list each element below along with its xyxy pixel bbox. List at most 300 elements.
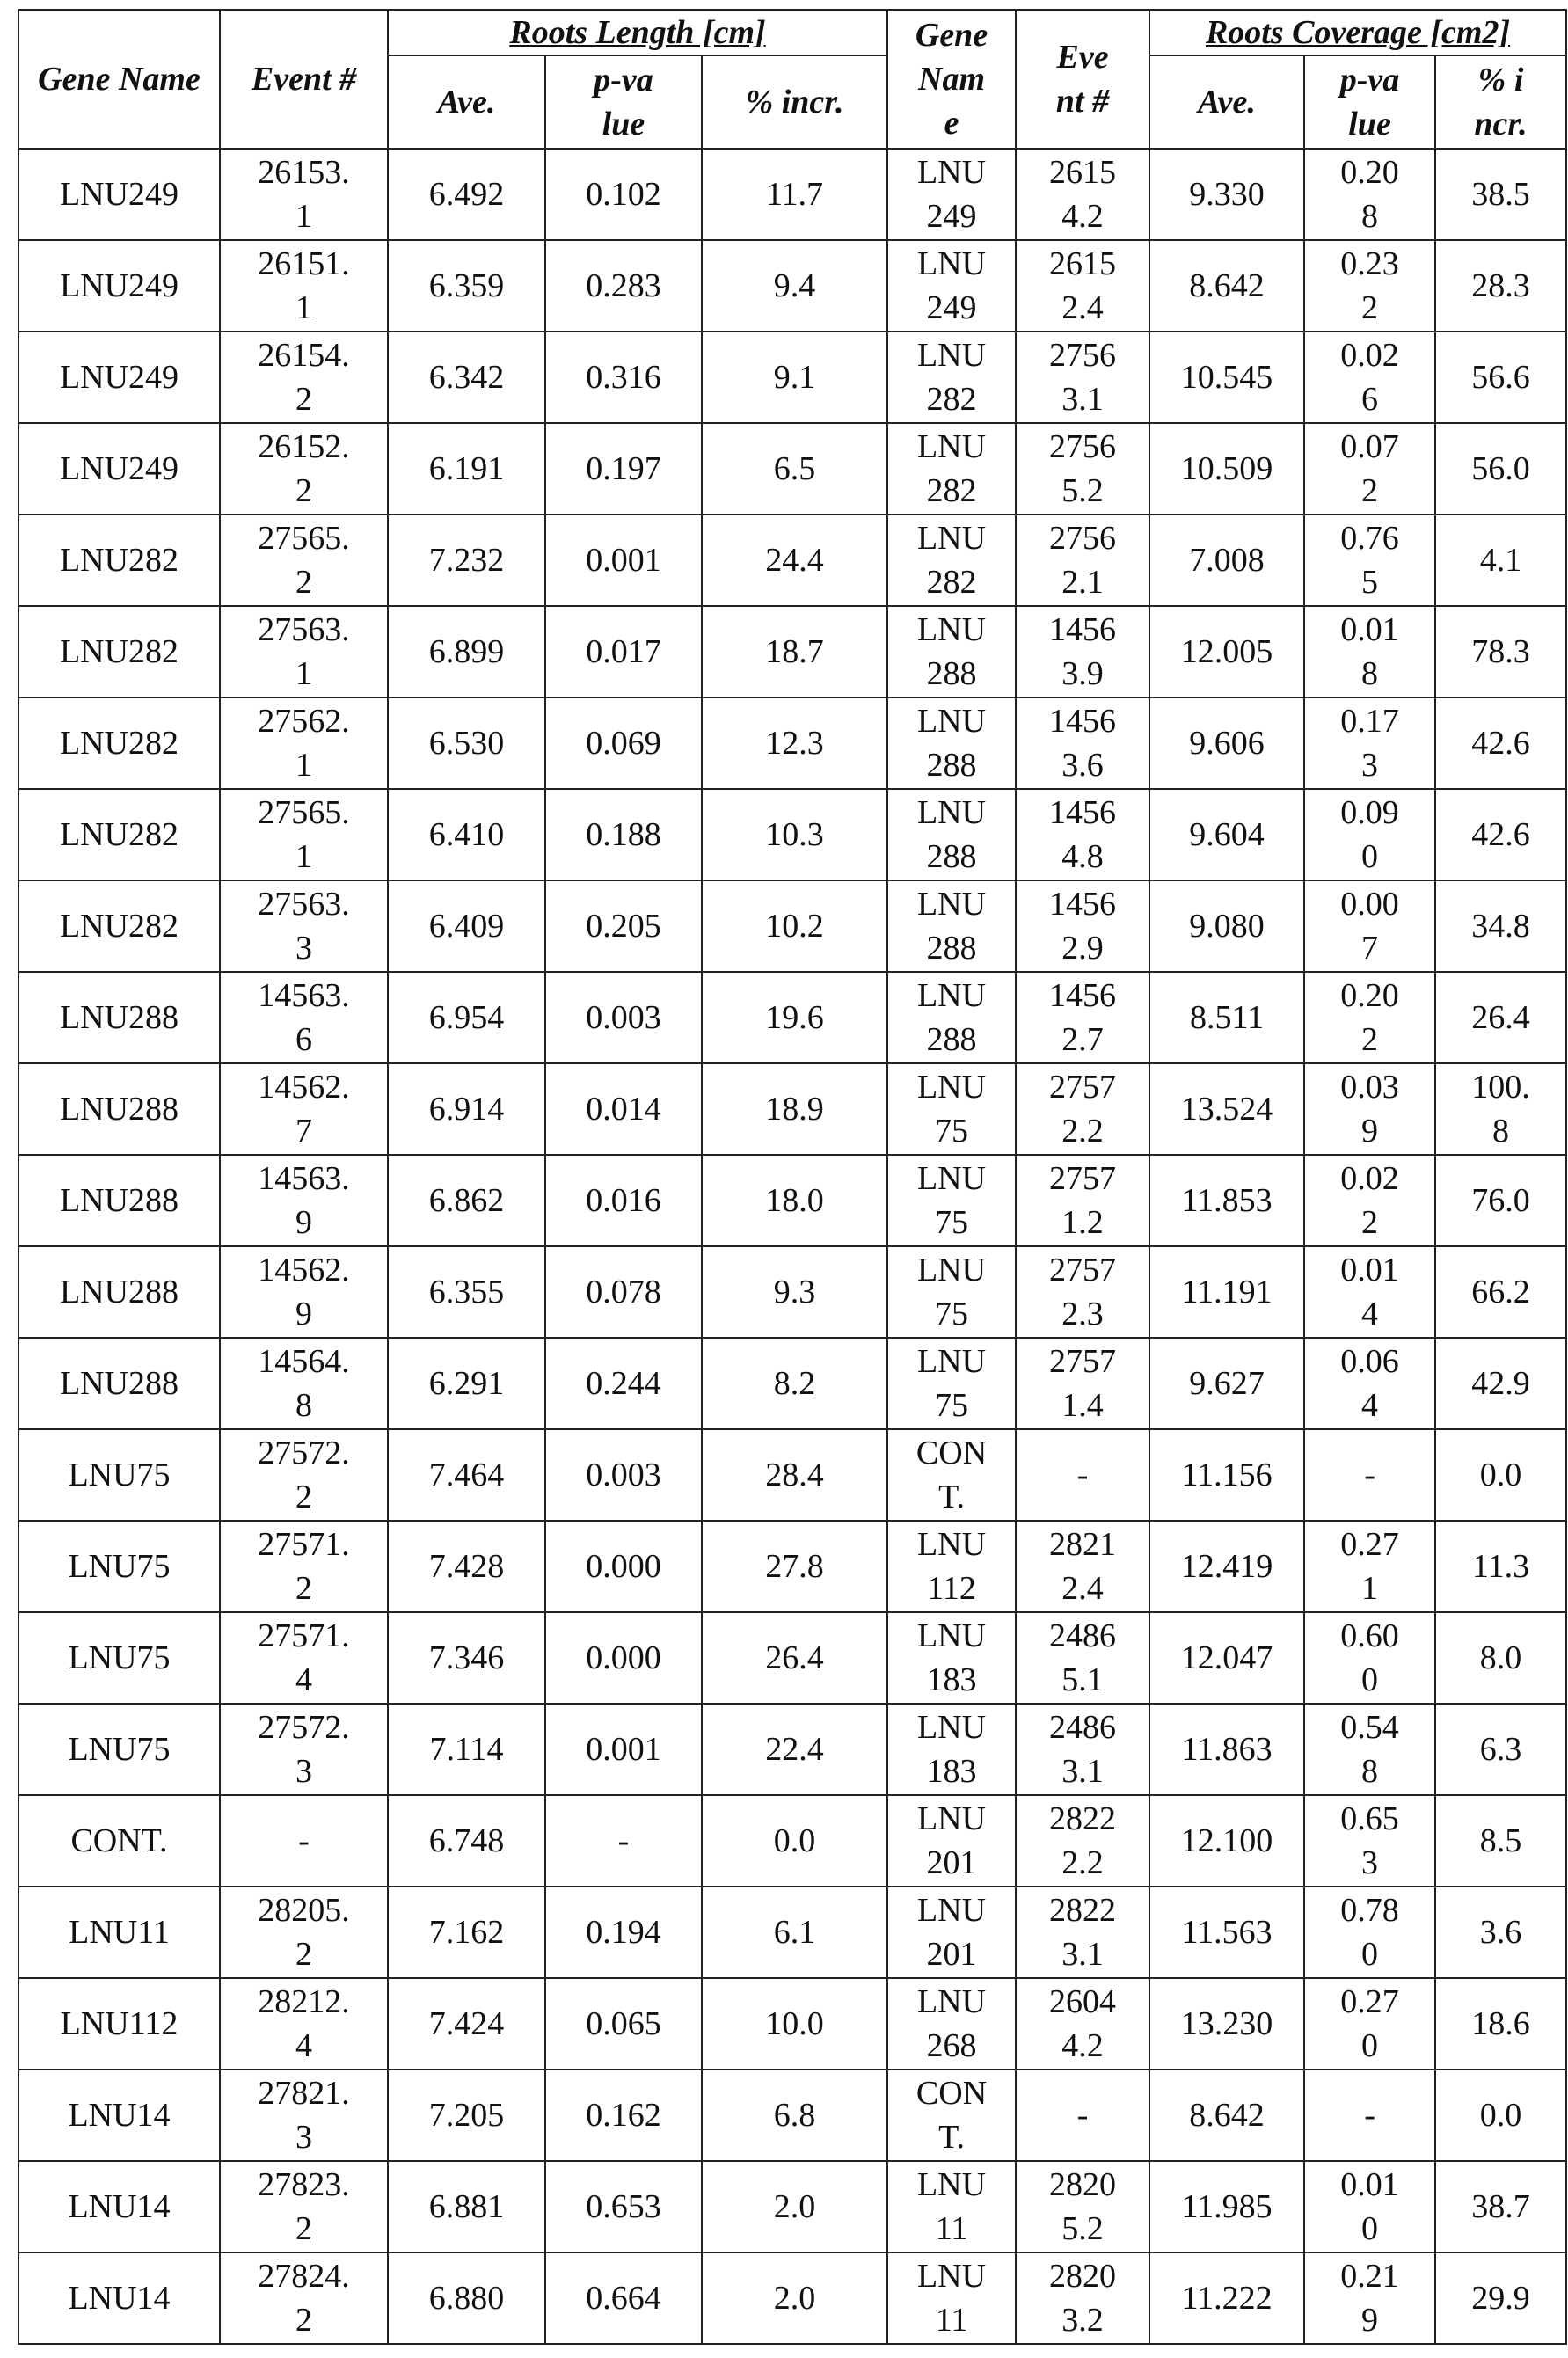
cell-gene-name-2: [887, 149, 1016, 240]
gene-name-2-value: CONT.: [915, 1431, 988, 1519]
cell-coverage-incr: [1435, 1978, 1566, 2070]
length-p-value-value: -: [618, 1819, 630, 1863]
cell-coverage-ave: [1149, 1887, 1304, 1978]
coverage-ave-value: 8.511: [1190, 996, 1264, 1040]
cell-event: [220, 789, 388, 880]
length-ave-value: 7.428: [429, 1544, 505, 1588]
cell-length-incr: [702, 697, 887, 789]
length-p-value-value: 0.065: [586, 2002, 661, 2046]
length-p-value-value: 0.197: [586, 447, 661, 491]
length-incr-value: 6.5: [774, 447, 816, 491]
cell-coverage-ave: [1149, 1612, 1304, 1704]
gene-name-2-value: LNU75: [915, 1157, 988, 1245]
cell-event-2: [1016, 1063, 1149, 1155]
cell-length-p-value: [545, 2252, 702, 2344]
roots-coverage-label: Roots Coverage [cm2]: [1206, 14, 1510, 51]
cell-length-p-value: [545, 1521, 702, 1612]
gene-name-2-value: LNU288: [915, 608, 988, 696]
cell-gene-name: [18, 1429, 220, 1521]
gene-name-value: LNU282: [60, 538, 179, 582]
event-2-value: 27565.2: [1047, 425, 1118, 513]
cell-gene-name-2: [887, 1246, 1016, 1338]
cell-event: [220, 1338, 388, 1429]
event-2-value: 14562.9: [1047, 882, 1118, 970]
cell-event-2: [1016, 1887, 1149, 1978]
length-p-value-value: 0.001: [586, 538, 661, 582]
coverage-p-value-value: 0.765: [1338, 516, 1401, 604]
cell-coverage-incr: [1435, 972, 1566, 1063]
event-value: 27563.3: [254, 882, 354, 970]
table-row: [18, 1612, 1566, 1704]
cell-event-2: [1016, 149, 1149, 240]
table-row: [18, 240, 1566, 332]
cell-length-incr: [702, 1795, 887, 1887]
gene-name-value: LNU14: [68, 2185, 170, 2229]
gene-name-2-value: LNU249: [915, 242, 988, 330]
length-ave-value: 6.359: [429, 264, 505, 308]
gene-name-2-value: LNU112: [915, 1522, 988, 1610]
cell-event: [220, 332, 388, 423]
gene-name-value: LNU282: [60, 813, 179, 857]
cell-event: [220, 697, 388, 789]
cell-coverage-incr: [1435, 1704, 1566, 1795]
event-2-value: 27572.3: [1047, 1248, 1118, 1336]
cell-event-2: [1016, 240, 1149, 332]
cell-gene-name: [18, 972, 220, 1063]
cell-coverage-p-value: [1304, 1612, 1435, 1704]
cell-coverage-p-value: [1304, 515, 1435, 606]
roots-length-label: Roots Length [cm]: [509, 14, 765, 51]
event-2-value: 28222.2: [1047, 1797, 1118, 1885]
coverage-ave-value: 11.191: [1181, 1270, 1272, 1314]
cell-length-p-value: [545, 972, 702, 1063]
coverage-ave-value: 12.005: [1181, 630, 1273, 674]
table-row: [18, 149, 1566, 240]
length-p-value-value: 0.000: [586, 1544, 661, 1588]
coverage-ave-value: 11.853: [1181, 1179, 1272, 1223]
cell-length-ave: [388, 240, 545, 332]
cell-length-incr: [702, 423, 887, 515]
cell-gene-name-2: [887, 880, 1016, 972]
event-value: 27823.2: [254, 2163, 354, 2251]
coverage-incr-value: 38.5: [1471, 172, 1530, 216]
cell-coverage-ave: [1149, 1338, 1304, 1429]
cell-coverage-p-value: [1304, 1795, 1435, 1887]
coverage-ave-value: 10.545: [1181, 355, 1273, 399]
cell-coverage-p-value: [1304, 240, 1435, 332]
cell-gene-name-2: [887, 332, 1016, 423]
cell-length-ave: [388, 1246, 545, 1338]
coverage-p-value-value: 0.072: [1338, 425, 1401, 513]
gene-name-value: LNU282: [60, 630, 179, 674]
event-2-value: 26154.2: [1047, 150, 1118, 238]
coverage-p-value-value: 0.018: [1338, 608, 1401, 696]
length-ave-value: 6.748: [429, 1819, 505, 1863]
cell-gene-name-2: [887, 2252, 1016, 2344]
cell-length-p-value: [545, 2070, 702, 2161]
cell-event-2: [1016, 2252, 1149, 2344]
cell-event: [220, 1704, 388, 1795]
gene-name-2-value: LNU201: [915, 1797, 988, 1885]
event-2-value: 27563.1: [1047, 333, 1118, 421]
cell-length-p-value: [545, 1978, 702, 2070]
gene-name-2-value: LNU11: [915, 2163, 988, 2251]
table-row: [18, 697, 1566, 789]
coverage-ave-value: 12.419: [1181, 1544, 1273, 1588]
gene-name-value: LNU288: [60, 996, 179, 1040]
length-ave-value: 7.346: [429, 1636, 505, 1680]
event-2-value: 24865.1: [1047, 1614, 1118, 1702]
coverage-p-value-value: 0.548: [1338, 1705, 1401, 1793]
length-incr-value: 8.2: [774, 1362, 816, 1405]
coverage-ave-value: 10.509: [1181, 447, 1273, 491]
event-value: 14564.8: [254, 1340, 354, 1427]
p-value-label: p-value: [1338, 58, 1401, 146]
cell-gene-name-2: [887, 423, 1016, 515]
cell-coverage-incr: [1435, 240, 1566, 332]
cell-coverage-p-value: [1304, 1063, 1435, 1155]
cell-length-ave: [388, 1704, 545, 1795]
cell-length-p-value: [545, 697, 702, 789]
cell-event: [220, 2252, 388, 2344]
header-length-ave: Ave.: [388, 55, 545, 149]
coverage-p-value-value: 0.007: [1338, 882, 1401, 970]
length-ave-value: 7.205: [429, 2093, 505, 2137]
cell-length-incr: [702, 1521, 887, 1612]
gene-name-2-value: LNU288: [915, 882, 988, 970]
cell-length-p-value: [545, 1063, 702, 1155]
cell-length-ave: [388, 1887, 545, 1978]
table-row: [18, 1704, 1566, 1795]
cell-coverage-p-value: [1304, 2252, 1435, 2344]
length-incr-value: 0.0: [774, 1819, 816, 1863]
length-p-value-value: 0.017: [586, 630, 661, 674]
coverage-incr-value: 3.6: [1480, 1910, 1522, 1954]
cell-length-incr: [702, 1978, 887, 2070]
length-incr-value: 2.0: [774, 2185, 816, 2229]
cell-coverage-p-value: [1304, 972, 1435, 1063]
event-2-value: 14564.8: [1047, 791, 1118, 879]
length-incr-value: 12.3: [765, 721, 824, 765]
gene-name-2-value: LNU282: [915, 333, 988, 421]
table-row: [18, 1978, 1566, 2070]
gene-name-value: LNU288: [60, 1362, 179, 1405]
coverage-ave-value: 9.330: [1189, 172, 1265, 216]
gene-name-2-value: LNU201: [915, 1888, 988, 1976]
event-value: 27572.2: [254, 1431, 354, 1519]
gene-name-2-value: LNU249: [915, 150, 988, 238]
coverage-incr-value: 78.3: [1471, 630, 1530, 674]
cell-gene-name-2: [887, 697, 1016, 789]
cell-gene-name: [18, 1246, 220, 1338]
cell-coverage-incr: [1435, 1521, 1566, 1612]
gene-name-value: LNU288: [60, 1179, 179, 1223]
cell-gene-name-2: [887, 1795, 1016, 1887]
gene-name-value: LNU11: [69, 1910, 170, 1954]
cell-length-ave: [388, 1429, 545, 1521]
coverage-p-value-value: 0.232: [1338, 242, 1401, 330]
coverage-p-value-value: 0.600: [1338, 1614, 1401, 1702]
cell-event-2: [1016, 972, 1149, 1063]
table-row: [18, 1246, 1566, 1338]
cell-event: [220, 423, 388, 515]
event-value: 27572.3: [254, 1705, 354, 1793]
cell-coverage-p-value: [1304, 1521, 1435, 1612]
cell-gene-name: [18, 2161, 220, 2252]
coverage-ave-value: 13.230: [1181, 2002, 1273, 2046]
cell-coverage-p-value: [1304, 2070, 1435, 2161]
cell-length-incr: [702, 1887, 887, 1978]
cell-event-2: [1016, 1429, 1149, 1521]
coverage-incr-value: 0.0: [1480, 2093, 1522, 2137]
cell-length-p-value: [545, 423, 702, 515]
cell-coverage-ave: [1149, 972, 1304, 1063]
table-body: [18, 149, 1566, 2344]
length-incr-value: 10.3: [765, 813, 824, 857]
cell-event-2: [1016, 880, 1149, 972]
coverage-p-value-value: 0.039: [1338, 1065, 1401, 1153]
cell-gene-name: [18, 240, 220, 332]
cell-length-p-value: [545, 789, 702, 880]
cell-coverage-ave: [1149, 1429, 1304, 1521]
cell-gene-name: [18, 1704, 220, 1795]
cell-gene-name: [18, 1521, 220, 1612]
cell-length-ave: [388, 1063, 545, 1155]
cell-gene-name-2: [887, 1887, 1016, 1978]
coverage-p-value-value: 0.026: [1338, 333, 1401, 421]
coverage-ave-value: 8.642: [1189, 264, 1265, 308]
gene-name-value: LNU249: [60, 172, 179, 216]
length-p-value-value: 0.102: [586, 172, 661, 216]
coverage-incr-value: 6.3: [1480, 1727, 1522, 1771]
table-row: [18, 880, 1566, 972]
cell-coverage-incr: [1435, 1246, 1566, 1338]
cell-coverage-ave: [1149, 2161, 1304, 2252]
cell-length-incr: [702, 1155, 887, 1246]
coverage-p-value-value: 0.208: [1338, 150, 1401, 238]
event-value: 27824.2: [254, 2254, 354, 2342]
length-p-value-value: 0.205: [586, 904, 661, 948]
cell-length-ave: [388, 972, 545, 1063]
length-p-value-value: 0.069: [586, 721, 661, 765]
gene-name-2-value: LNU75: [915, 1065, 988, 1153]
cell-coverage-ave: [1149, 1795, 1304, 1887]
event-value: 14562.9: [254, 1248, 354, 1336]
length-ave-value: 6.191: [429, 447, 505, 491]
event-2-value: -: [1077, 2093, 1089, 2137]
cell-gene-name-2: [887, 2161, 1016, 2252]
cell-event-2: [1016, 2161, 1149, 2252]
cell-length-p-value: [545, 1704, 702, 1795]
event-2-value: 27571.2: [1047, 1157, 1118, 1245]
coverage-incr-value: 26.4: [1471, 996, 1530, 1040]
cell-coverage-ave: [1149, 240, 1304, 332]
cell-coverage-p-value: [1304, 1338, 1435, 1429]
table-row: [18, 789, 1566, 880]
cell-length-ave: [388, 332, 545, 423]
length-incr-value: 18.0: [765, 1179, 824, 1223]
cell-coverage-ave: [1149, 1521, 1304, 1612]
length-ave-value: 7.162: [429, 1910, 505, 1954]
event-2-value: -: [1077, 1453, 1089, 1497]
gene-name-value: LNU75: [68, 1636, 170, 1680]
length-ave-value: 6.954: [429, 996, 505, 1040]
cell-coverage-incr: [1435, 1612, 1566, 1704]
coverage-ave-value: 8.642: [1189, 2093, 1265, 2137]
cell-coverage-p-value: [1304, 1246, 1435, 1338]
cell-gene-name: [18, 1887, 220, 1978]
cell-length-p-value: [545, 606, 702, 697]
gene-name-value: LNU75: [68, 1453, 170, 1497]
cell-length-ave: [388, 606, 545, 697]
length-incr-value: 6.1: [774, 1910, 816, 1954]
coverage-p-value-value: 0.014: [1338, 1248, 1401, 1336]
length-ave-value: 6.492: [429, 172, 505, 216]
event-value: 26151.1: [254, 242, 354, 330]
coverage-ave-value: 11.985: [1181, 2185, 1272, 2229]
coverage-p-value-value: 0.270: [1338, 1980, 1401, 2068]
cell-length-ave: [388, 1978, 545, 2070]
event-2-value: 28212.4: [1047, 1522, 1118, 1610]
cell-coverage-p-value: [1304, 789, 1435, 880]
coverage-incr-value: 42.6: [1471, 813, 1530, 857]
cell-coverage-incr: [1435, 2070, 1566, 2161]
cell-event: [220, 2161, 388, 2252]
cell-coverage-ave: [1149, 789, 1304, 880]
cell-event-2: [1016, 606, 1149, 697]
length-p-value-value: 0.003: [586, 1453, 661, 1497]
cell-length-p-value: [545, 2161, 702, 2252]
length-ave-value: 6.530: [429, 721, 505, 765]
cell-length-p-value: [545, 1155, 702, 1246]
cell-length-p-value: [545, 1795, 702, 1887]
cell-length-ave: [388, 1338, 545, 1429]
gene-name-2-label: Gene Name: [915, 13, 988, 145]
event-value: 26153.1: [254, 150, 354, 238]
cell-gene-name-2: [887, 1978, 1016, 2070]
coverage-incr-value: 29.9: [1471, 2276, 1530, 2320]
coverage-ave-value: 9.604: [1189, 813, 1265, 857]
length-p-value-value: 0.188: [586, 813, 661, 857]
cell-gene-name: [18, 2070, 220, 2161]
results-table: [18, 9, 1567, 2345]
table-row: [18, 2252, 1566, 2344]
event-2-value: 24863.1: [1047, 1705, 1118, 1793]
cell-length-incr: [702, 1429, 887, 1521]
header-length-incr: % incr.: [702, 55, 887, 149]
cell-gene-name-2: [887, 1338, 1016, 1429]
length-ave-value: 7.424: [429, 2002, 505, 2046]
cell-coverage-incr: [1435, 880, 1566, 972]
cell-length-incr: [702, 1338, 887, 1429]
gene-name-value: LNU288: [60, 1087, 179, 1131]
cell-gene-name-2: [887, 789, 1016, 880]
cell-coverage-ave: [1149, 1246, 1304, 1338]
event-value: 26152.2: [254, 425, 354, 513]
cell-length-ave: [388, 789, 545, 880]
cell-length-ave: [388, 423, 545, 515]
cell-coverage-ave: [1149, 515, 1304, 606]
coverage-p-value-value: -: [1364, 1453, 1375, 1497]
length-incr-value: 9.4: [774, 264, 816, 308]
cell-length-incr: [702, 149, 887, 240]
header-event: Event #: [220, 10, 388, 149]
cell-length-ave: [388, 1795, 545, 1887]
cell-coverage-incr: [1435, 1887, 1566, 1978]
cell-coverage-ave: [1149, 2252, 1304, 2344]
cell-coverage-incr: [1435, 1155, 1566, 1246]
event-2-value: 27572.2: [1047, 1065, 1118, 1153]
gene-name-value: LNU282: [60, 904, 179, 948]
length-ave-value: 6.862: [429, 1179, 505, 1223]
cell-gene-name: [18, 1795, 220, 1887]
coverage-p-value-value: 0.653: [1338, 1797, 1401, 1885]
cell-event: [220, 1612, 388, 1704]
cell-length-p-value: [545, 332, 702, 423]
cell-length-p-value: [545, 880, 702, 972]
gene-name-value: LNU249: [60, 355, 179, 399]
cell-coverage-p-value: [1304, 697, 1435, 789]
cell-event: [220, 1887, 388, 1978]
gene-name-2-value: LNU288: [915, 699, 988, 787]
coverage-p-value-value: 0.090: [1338, 791, 1401, 879]
cell-length-incr: [702, 332, 887, 423]
cell-gene-name: [18, 149, 220, 240]
cell-event-2: [1016, 515, 1149, 606]
coverage-p-value-value: 0.173: [1338, 699, 1401, 787]
coverage-ave-value: 9.627: [1189, 1362, 1265, 1405]
cell-gene-name-2: [887, 1429, 1016, 1521]
coverage-incr-value: 56.6: [1471, 355, 1530, 399]
gene-name-2-value: LNU282: [915, 516, 988, 604]
table-row: [18, 1887, 1566, 1978]
coverage-p-value-value: 0.219: [1338, 2254, 1401, 2342]
cell-coverage-p-value: [1304, 606, 1435, 697]
cell-gene-name: [18, 606, 220, 697]
length-ave-value: 6.914: [429, 1087, 505, 1131]
length-incr-value: 26.4: [765, 1636, 824, 1680]
length-ave-value: 6.899: [429, 630, 505, 674]
coverage-ave-value: 12.047: [1181, 1636, 1273, 1680]
coverage-p-value-value: 0.780: [1338, 1888, 1401, 1976]
length-ave-value: 6.881: [429, 2185, 505, 2229]
coverage-ave-value: 11.863: [1181, 1727, 1272, 1771]
table-row: [18, 972, 1566, 1063]
cell-gene-name-2: [887, 515, 1016, 606]
coverage-incr-value: 8.0: [1480, 1636, 1522, 1680]
coverage-incr-value: 66.2: [1471, 1270, 1530, 1314]
length-incr-value: 19.6: [765, 996, 824, 1040]
coverage-incr-value: 28.3: [1471, 264, 1530, 308]
cell-length-incr: [702, 606, 887, 697]
cell-event-2: [1016, 697, 1149, 789]
cell-coverage-ave: [1149, 2070, 1304, 2161]
cell-length-incr: [702, 1246, 887, 1338]
length-ave-value: 7.464: [429, 1453, 505, 1497]
cell-length-p-value: [545, 1887, 702, 1978]
length-p-value-value: 0.016: [586, 1179, 661, 1223]
length-incr-value: 11.7: [766, 172, 823, 216]
cell-length-incr: [702, 2161, 887, 2252]
cell-coverage-p-value: [1304, 1978, 1435, 2070]
cell-event-2: [1016, 1155, 1149, 1246]
gene-name-value: LNU249: [60, 264, 179, 308]
length-incr-value: 18.9: [765, 1087, 824, 1131]
event-2-value: 14563.6: [1047, 699, 1118, 787]
cell-event-2: [1016, 1704, 1149, 1795]
cell-event: [220, 2070, 388, 2161]
cell-length-p-value: [545, 240, 702, 332]
